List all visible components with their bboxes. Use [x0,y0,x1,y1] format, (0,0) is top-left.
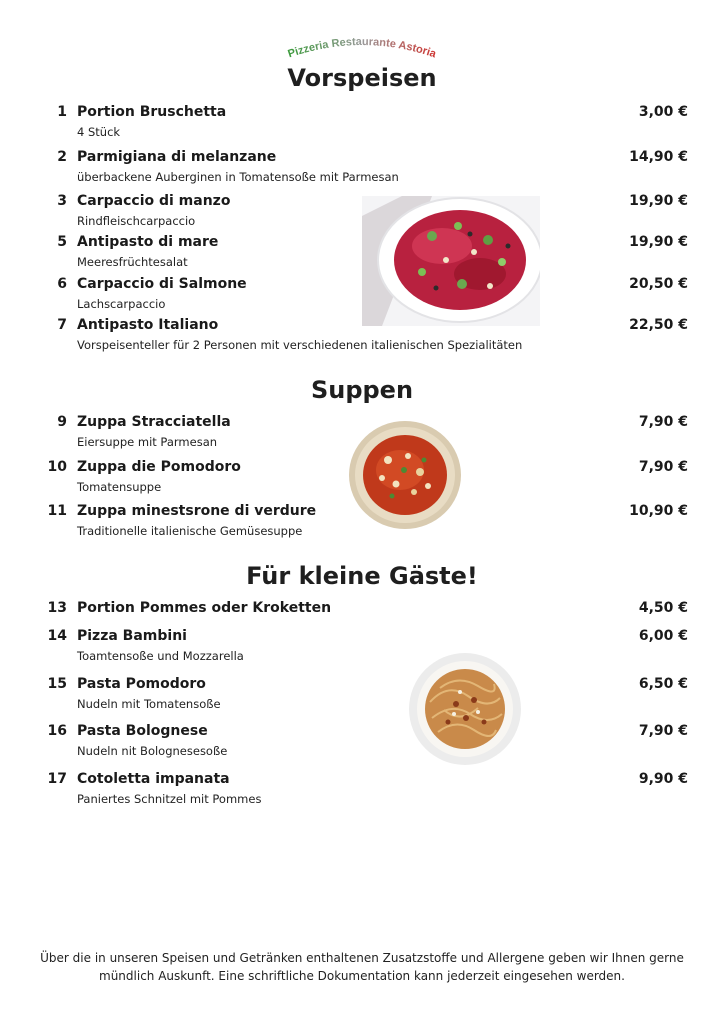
section-title-kinder: Für kleine Gäste! [246,562,478,590]
item-price: 6,00 € [638,628,688,644]
item-description: Traditionelle italienische Gemüsesuppe [77,524,303,538]
carpaccio-photo [362,196,540,326]
item-price: 19,90 € [629,234,688,250]
item-description: Lachscarpaccio [77,297,166,311]
item-name: Carpaccio di Salmone [77,276,247,292]
item-name: Portion Bruschetta [77,104,227,120]
item-name: Antipasto Italiano [77,317,219,333]
section-title-suppen: Suppen [310,376,414,404]
item-description: Toamtensoße und Mozzarella [77,649,244,663]
item-description: Paniertes Schnitzel mit Pommes [77,792,262,806]
item-number: 7 [57,317,67,333]
section-title-vorspeisen: Vorspeisen [287,64,437,92]
item-price: 7,90 € [638,414,688,430]
item-name: Pizza Bambini [77,628,187,644]
item-description: Nudeln nit Bolognesesoße [77,744,228,758]
item-price: 9,90 € [638,771,688,787]
item-price: 7,90 € [638,459,688,475]
item-name: Parmigiana di melanzane [77,149,277,165]
item-description: Nudeln mit Tomatensoße [77,697,221,711]
allergen-notice [20,949,704,985]
item-description: Meeresfrüchtesalat [77,255,188,269]
item-description: Vorspeisenteller für 2 Personen mit verschiedenen italienischen Spezialitäten [77,338,523,352]
item-number: 1 [57,104,67,120]
item-description: Rindfleischcarpaccio [77,214,196,228]
item-number: 3 [57,193,67,209]
pasta-photo [408,652,522,766]
item-price: 3,00 € [638,104,688,120]
item-number: 16 [47,723,67,739]
item-price: 20,50 € [629,276,688,292]
item-number: 17 [47,771,67,787]
item-number: 11 [47,503,67,519]
item-name: Zuppa minestsrone di verdure [77,503,317,519]
item-description: überbackene Auberginen in Tomatensoße mit Parmesan [77,170,399,184]
item-description: 4 Stück [77,125,121,139]
item-price: 22,50 € [629,317,688,333]
item-number: 6 [57,276,67,292]
item-price: 19,90 € [629,193,688,209]
item-number: 5 [57,234,67,250]
item-name: Pasta Pomodoro [77,676,206,692]
item-name: Pasta Bolognese [77,723,208,739]
item-name: Cotoletta impanata [77,771,230,787]
item-number: 15 [47,676,67,692]
allergen-notice-line-2: mündlich Auskunft. Eine schriftliche Dokumentation kann jederzeit eingesehen werden. [99,969,625,983]
item-number: 14 [47,628,67,644]
soup-photo [348,420,462,530]
item-name: Portion Pommes oder Kroketten [77,600,332,616]
item-number: 13 [47,600,67,616]
item-description: Tomatensuppe [77,480,162,494]
item-price: 6,50 € [638,676,688,692]
item-number: 9 [57,414,67,430]
item-number: 10 [47,459,67,475]
item-name: Zuppa Stracciatella [77,414,231,430]
item-price: 10,90 € [629,503,688,519]
restaurant-logo [282,24,442,64]
item-name: Carpaccio di manzo [77,193,231,209]
item-name: Zuppa die Pomodoro [77,459,241,475]
item-price: 4,50 € [638,600,688,616]
svg-text:Pizzeria Restaurante Astoria: Pizzeria Restaurante Astoria [286,35,438,61]
item-price: 14,90 € [629,149,688,165]
allergen-notice-line-1: Über die in unseren Speisen und Getränken enthaltenen Zusatzstoffe und Allergene geben wir Ihnen gerne [40,951,684,965]
item-number: 2 [57,149,67,165]
item-description: Eiersuppe mit Parmesan [77,435,218,449]
item-price: 7,90 € [638,723,688,739]
item-name: Antipasto di mare [77,234,219,250]
